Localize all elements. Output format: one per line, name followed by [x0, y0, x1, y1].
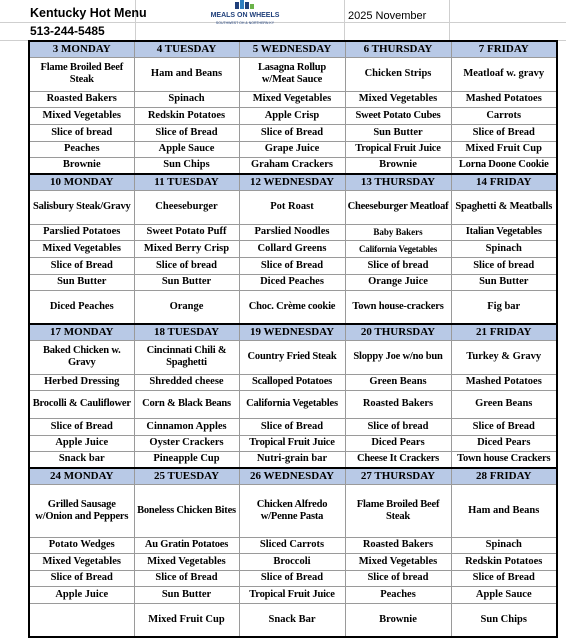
week-day-header-row: [29, 41, 557, 57]
menu-item: Meatloaf w. gravy: [451, 57, 557, 91]
menu-item: Slice of Bread: [134, 124, 239, 141]
menu-row: [29, 157, 557, 174]
menu-date: 2025 November: [348, 10, 427, 22]
menu-item: Roasted Bakers: [29, 91, 134, 107]
day-header: 6 THURSDAY: [345, 41, 451, 57]
menu-item: Tropical Fruit Juice: [239, 435, 345, 451]
logo-mark-icon: [200, 0, 290, 26]
menu-item: Country Fried Steak: [239, 340, 345, 374]
menu-item: Diced Peaches: [29, 290, 134, 324]
menu-row: [29, 107, 557, 124]
day-header: 5 WEDNESDAY: [239, 41, 345, 57]
day-header: 11 TUESDAY: [134, 174, 239, 190]
menu-item: Tropical Fruit Juice: [239, 586, 345, 603]
menu-item: Diced Peaches: [239, 274, 345, 290]
menu-item: Cheese It Crackers: [345, 451, 451, 468]
menu-item: Slice of Bread: [134, 570, 239, 586]
menu-item: Parslied Potatoes: [29, 224, 134, 240]
menu-item: Shredded cheese: [134, 374, 239, 390]
menu-item: Roasted Bakers: [345, 537, 451, 553]
menu-item: Slice of bread: [345, 257, 451, 274]
day-header: 27 THURSDAY: [345, 468, 451, 484]
menu-item: Slice of bread: [134, 257, 239, 274]
menu-item: Collard Greens: [239, 240, 345, 257]
menu-item: Orange Juice: [345, 274, 451, 290]
day-header: 10 MONDAY: [29, 174, 134, 190]
menu-item: Parslied Noodles: [239, 224, 345, 240]
menu-item: Mashed Potatoes: [451, 91, 557, 107]
menu-item: Sun Butter: [345, 124, 451, 141]
menu-item: Flame Broiled Beef Steak: [345, 484, 451, 537]
day-header: 19 WEDNESDAY: [239, 324, 345, 340]
menu-row: [29, 418, 557, 435]
menu-item: Nutri-grain bar: [239, 451, 345, 468]
day-header: 24 MONDAY: [29, 468, 134, 484]
menu-item: Slice of Bread: [451, 124, 557, 141]
menu-item: Snack Bar: [239, 603, 345, 637]
menu-row: [29, 91, 557, 107]
menu-item: Carrots: [451, 107, 557, 124]
week-day-header-row: [29, 324, 557, 340]
menu-item: Potato Wedges: [29, 537, 134, 553]
menu-row: [29, 340, 557, 374]
menu-row: [29, 570, 557, 586]
menu-item: Lorna Doone Cookie: [451, 157, 557, 174]
menu-item: Grilled Sausage w/Onion and Peppers: [29, 484, 134, 537]
menu-item: Salisbury Steak/Gravy: [29, 190, 134, 224]
menu-table: [28, 40, 558, 638]
menu-item: Brownie: [345, 157, 451, 174]
menu-item: Slice of Bread: [29, 418, 134, 435]
menu-item: Au Gratin Potatoes: [134, 537, 239, 553]
menu-item: Slice of bread: [345, 418, 451, 435]
menu-item: Snack bar: [29, 451, 134, 468]
menu-item: Apple Sauce: [451, 586, 557, 603]
menu-item: Spinach: [134, 91, 239, 107]
menu-row: [29, 124, 557, 141]
menu-item: Mixed Fruit Cup: [134, 603, 239, 637]
menu-row: [29, 451, 557, 468]
menu-item: Brownie: [29, 157, 134, 174]
menu-item: Spaghetti & Meatballs: [451, 190, 557, 224]
menu-item: Sloppy Joe w/no bun: [345, 340, 451, 374]
menu-item: Slice of Bread: [29, 570, 134, 586]
menu-item: Mixed Vegetables: [134, 553, 239, 570]
menu-row: [29, 374, 557, 390]
menu-item: [29, 603, 134, 637]
menu-item: Brownie: [345, 603, 451, 637]
menu-item: Cheeseburger: [134, 190, 239, 224]
menu-item: Broccoli: [239, 553, 345, 570]
menu-item: Slice of bread: [29, 124, 134, 141]
menu-item: Mixed Vegetables: [29, 553, 134, 570]
menu-row: [29, 57, 557, 91]
menu-item: Choc. Crème cookie: [239, 290, 345, 324]
menu-item: Italian Vegetables: [451, 224, 557, 240]
menu-row: [29, 257, 557, 274]
menu-item: Flame Broiled Beef Steak: [29, 57, 134, 91]
menu-item: Slice of Bread: [239, 257, 345, 274]
menu-row: [29, 435, 557, 451]
menu-item: Slice of Bread: [239, 124, 345, 141]
menu-item: Slice of Bread: [239, 418, 345, 435]
menu-row: [29, 603, 557, 637]
menu-item: Sun Chips: [134, 157, 239, 174]
menu-item: Orange: [134, 290, 239, 324]
day-header: 18 TUESDAY: [134, 324, 239, 340]
meals-on-wheels-logo: [200, 0, 290, 26]
menu-item: Sun Butter: [134, 586, 239, 603]
week-day-header-row: [29, 468, 557, 484]
menu-item: Pot Roast: [239, 190, 345, 224]
menu-item: Sweet Potato Puff: [134, 224, 239, 240]
day-header: 14 FRIDAY: [451, 174, 557, 190]
menu-item: Spinach: [451, 537, 557, 553]
day-header: 21 FRIDAY: [451, 324, 557, 340]
menu-item: Baby Bakers: [345, 224, 451, 240]
day-header: 20 THURSDAY: [345, 324, 451, 340]
menu-item: Apple Crisp: [239, 107, 345, 124]
menu-title: Kentucky Hot Menu: [30, 6, 147, 20]
menu-item: Mixed Fruit Cup: [451, 141, 557, 157]
menu-item: Tropical Fruit Juice: [345, 141, 451, 157]
day-header: 13 THURSDAY: [345, 174, 451, 190]
menu-item: Mixed Vegetables: [345, 91, 451, 107]
menu-item: Slice of Bread: [239, 570, 345, 586]
menu-item: Apple Sauce: [134, 141, 239, 157]
menu-item: Cheeseburger Meatloaf: [345, 190, 451, 224]
menu-item: Brocolli & Cauliflower: [29, 390, 134, 418]
menu-item: Lasagna Rollup w/Meat Sauce: [239, 57, 345, 91]
menu-item: Baked Chicken w. Gravy: [29, 340, 134, 374]
menu-item: Boneless Chicken Bites: [134, 484, 239, 537]
menu-item: Mixed Vegetables: [29, 107, 134, 124]
week-day-header-row: [29, 174, 557, 190]
menu-row: [29, 484, 557, 537]
menu-item: Slice of Bread: [451, 570, 557, 586]
day-header: 4 TUESDAY: [134, 41, 239, 57]
menu-item: Redskin Potatoes: [134, 107, 239, 124]
menu-row: [29, 240, 557, 257]
menu-item: California Vegetables: [345, 240, 451, 257]
day-header: 28 FRIDAY: [451, 468, 557, 484]
menu-item: Mashed Potatoes: [451, 374, 557, 390]
menu-item: Cinnamon Apples: [134, 418, 239, 435]
menu-row: [29, 553, 557, 570]
menu-item: Slice of bread: [345, 570, 451, 586]
menu-item: Green Beans: [451, 390, 557, 418]
menu-item: Herbed Dressing: [29, 374, 134, 390]
menu-item: Sun Chips: [451, 603, 557, 637]
logo-tagline: SOUTHWEST OH & NORTHERN KY: [215, 21, 275, 25]
menu-row: [29, 141, 557, 157]
menu-item: Sun Butter: [29, 274, 134, 290]
menu-item: Ham and Beans: [451, 484, 557, 537]
menu-item: Diced Pears: [451, 435, 557, 451]
menu-item: Chicken Alfredo w/Penne Pasta: [239, 484, 345, 537]
menu-item: Peaches: [345, 586, 451, 603]
menu-item: Town house-crackers: [345, 290, 451, 324]
menu-header: [0, 0, 566, 40]
menu-item: California Vegetables: [239, 390, 345, 418]
menu-item: Chicken Strips: [345, 57, 451, 91]
menu-row: [29, 390, 557, 418]
phone-number: 513-244-5485: [30, 24, 105, 38]
menu-item: Oyster Crackers: [134, 435, 239, 451]
menu-row: [29, 224, 557, 240]
day-header: 12 WEDNESDAY: [239, 174, 345, 190]
day-header: 25 TUESDAY: [134, 468, 239, 484]
menu-item: Turkey & Gravy: [451, 340, 557, 374]
menu-item: Mixed Vegetables: [239, 91, 345, 107]
menu-item: Grape Juice: [239, 141, 345, 157]
menu-item: Pineapple Cup: [134, 451, 239, 468]
menu-item: Fig bar: [451, 290, 557, 324]
menu-item: Slice of Bread: [29, 257, 134, 274]
menu-item: Sun Butter: [451, 274, 557, 290]
menu-item: Apple Juice: [29, 435, 134, 451]
logo-name: MEALS ON WHEELS: [210, 12, 280, 19]
day-header: 26 WEDNESDAY: [239, 468, 345, 484]
menu-item: Scalloped Potatoes: [239, 374, 345, 390]
menu-item: Green Beans: [345, 374, 451, 390]
menu-item: Mixed Vegetables: [345, 553, 451, 570]
menu-item: Slice of Bread: [451, 418, 557, 435]
menu-item: Roasted Bakers: [345, 390, 451, 418]
menu-item: Mixed Vegetables: [29, 240, 134, 257]
menu-item: Sun Butter: [134, 274, 239, 290]
menu-row: [29, 586, 557, 603]
day-header: 17 MONDAY: [29, 324, 134, 340]
menu-item: Town house Crackers: [451, 451, 557, 468]
menu-item: Graham Crackers: [239, 157, 345, 174]
day-header: 3 MONDAY: [29, 41, 134, 57]
menu-item: Spinach: [451, 240, 557, 257]
menu-item: Cincinnati Chili & Spaghetti: [134, 340, 239, 374]
menu-row: [29, 190, 557, 224]
day-header: 7 FRIDAY: [451, 41, 557, 57]
menu-item: Apple Juice: [29, 586, 134, 603]
menu-row: [29, 290, 557, 324]
menu-item: Sliced Carrots: [239, 537, 345, 553]
menu-row: [29, 274, 557, 290]
menu-item: Redskin Potatoes: [451, 553, 557, 570]
menu-item: Mixed Berry Crisp: [134, 240, 239, 257]
menu-item: Peaches: [29, 141, 134, 157]
menu-item: Sweet Potato Cubes: [345, 107, 451, 124]
menu-item: Slice of bread: [451, 257, 557, 274]
menu-row: [29, 537, 557, 553]
menu-item: Diced Pears: [345, 435, 451, 451]
menu-item: Corn & Black Beans: [134, 390, 239, 418]
menu-item: Ham and Beans: [134, 57, 239, 91]
